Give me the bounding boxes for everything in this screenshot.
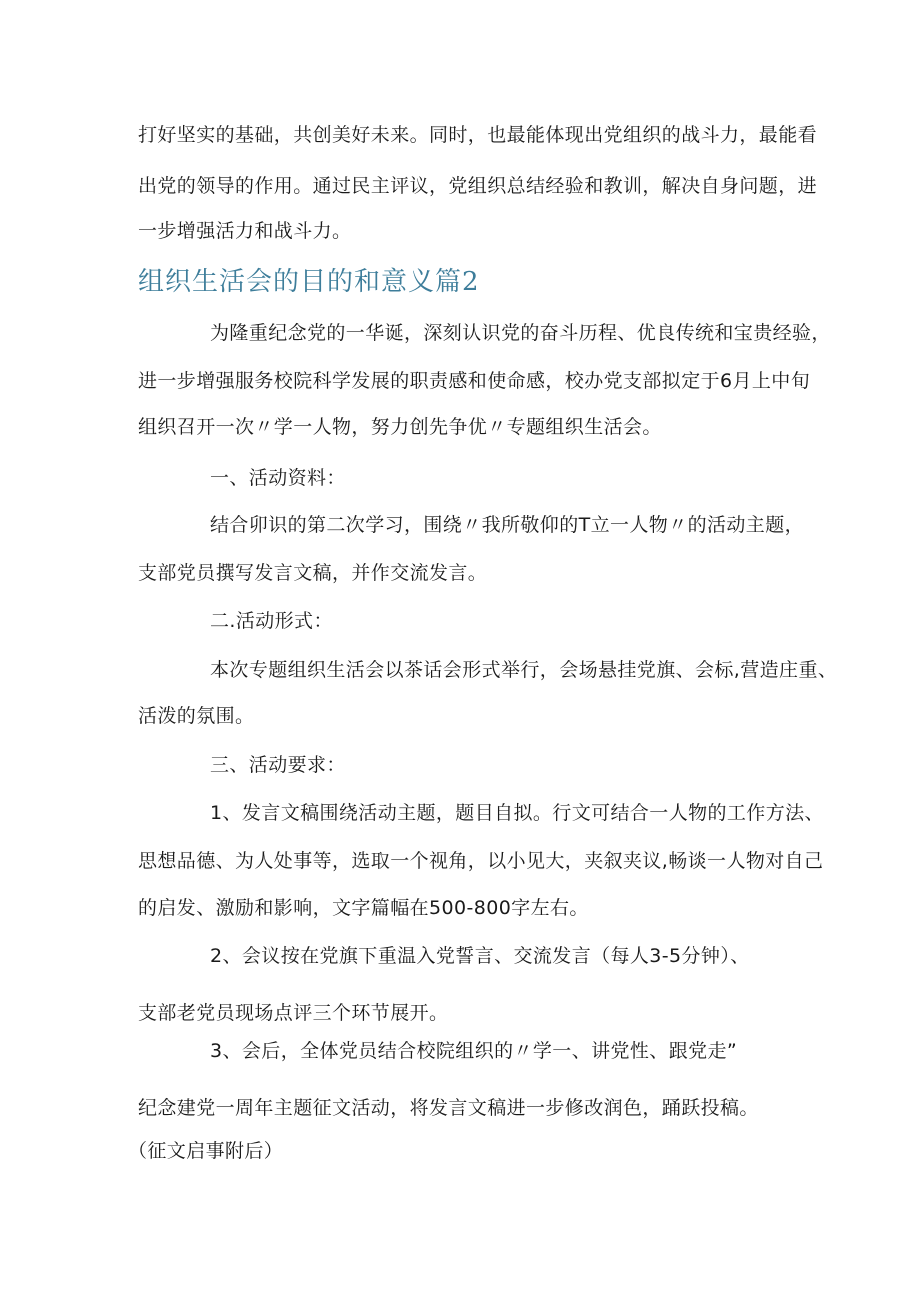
paragraph-2-line-2: 支部党员撰写发言文稿，并作交流发言。 xyxy=(138,562,488,584)
paragraph-4-line-3: 的启发、激励和影响，文字篇幅在500-800字左右。 xyxy=(138,897,589,919)
subheading-activity-materials: 一、活动资料： xyxy=(210,467,346,489)
paragraph-1-line-3: 组织召开一次〃学一人物，努力创先争优〃专题组织生活会。 xyxy=(138,416,662,438)
intro-line-2: 出党的领导的作用。通过民主评议，党组织总结经验和教训，解决自身问题，进 xyxy=(138,175,818,197)
paragraph-4-line-1: 1、发言文稿围绕活动主题，题目自拟。行文可结合一人物的工作方法、 xyxy=(210,802,824,824)
intro-line-1: 打好坚实的基础，共创美好未来。同时，也最能体现出党组织的战斗力，最能看 xyxy=(138,124,818,146)
paragraph-6-line-2: 纪念建党一周年主题征文活动，将发言文稿进一步修改润色，踊跃投稿。 xyxy=(138,1097,759,1119)
subheading-activity-form: 二.活动形式： xyxy=(210,610,333,632)
paragraph-5-line-2: 支部老党员现场点评三个环节展开。 xyxy=(138,1002,449,1024)
paragraph-1-line-2: 进一步增强服务校院科学发展的职责感和使命感，校办党支部拟定于6月上中旬 xyxy=(138,370,811,392)
paragraph-3-line-2: 活泼的氛围。 xyxy=(138,705,255,727)
paragraph-6-line-3: （征文启事附后） xyxy=(128,1140,284,1162)
paragraph-1-line-1: 为隆重纪念党的一华诞，深刻认识党的奋斗历程、优良传统和宝贵经验， xyxy=(210,322,831,344)
section-title: 组织生活会的目的和意义篇2 xyxy=(138,267,480,297)
paragraph-4-line-2: 思想品德、为人处事等，选取一个视角，以小见大，夹叙夹议,畅谈一人物对自己 xyxy=(138,850,824,872)
paragraph-2-line-1: 结合卯识的第二次学习，围绕〃我所敬仰的T立一人物〃的活动主题， xyxy=(210,514,805,536)
paragraph-6-line-1: 3、会后，全体党员结合校院组织的〃学一、讲党性、跟党走” xyxy=(210,1040,738,1062)
paragraph-3-line-1: 本次专题组织生活会以茶话会形式举行，会场悬挂党旗、会标,营造庄重、 xyxy=(210,659,838,681)
intro-line-3: 一步增强活力和战斗力。 xyxy=(138,220,352,242)
paragraph-5-line-1: 2、会议按在党旗下重温入党誓言、交流发言（每人3-5分钟）、 xyxy=(210,945,750,967)
subheading-activity-requirements: 三、活动要求： xyxy=(210,754,346,776)
